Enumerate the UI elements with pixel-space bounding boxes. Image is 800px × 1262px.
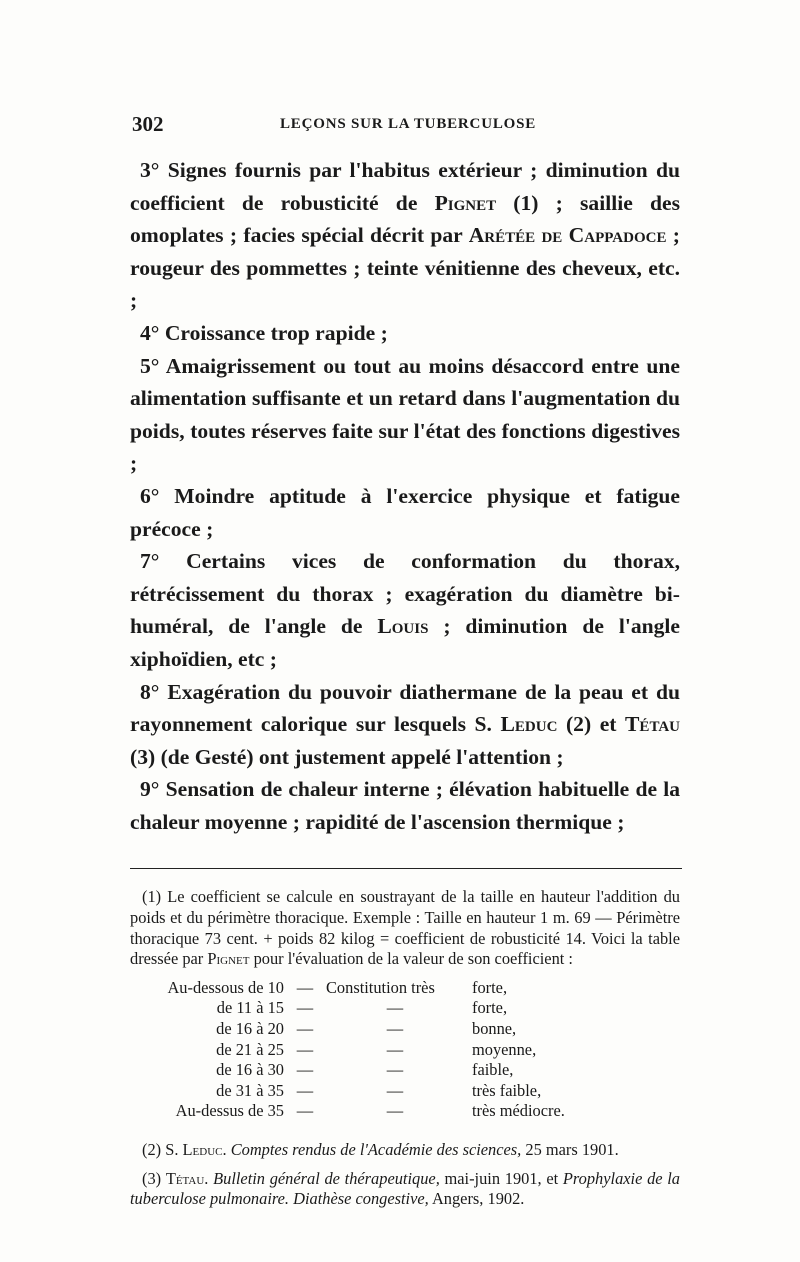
- table-cell-qual: forte,: [472, 998, 508, 1018]
- table-row: [142, 1081, 569, 1102]
- list-item-8: 8° Exagération du pouvoir diathermane de la peau et du rayonnement calorique sur lesquels S. Leduc (2) et Tétau (3) (de Gesté) ont justement appelé l'attention ;: [130, 679, 680, 769]
- author-name: Pignet: [207, 949, 250, 969]
- table-cell-qual: bonne,: [472, 1019, 517, 1039]
- table-cell-d2: —: [386, 1080, 404, 1100]
- author-name: Leduc: [500, 712, 558, 737]
- table-cell-qual: faible,: [472, 1060, 514, 1080]
- table-cell-range: de 21 à 25: [216, 1039, 284, 1059]
- table-cell-range: Au-dessus de 35: [175, 1101, 284, 1121]
- table-row: [142, 1060, 569, 1081]
- page-number: 302: [132, 112, 164, 136]
- footnote-divider: [130, 868, 682, 869]
- footnote-3: (3) Tétau. Bulletin général de thérapeutique, mai-juin 1901, et Prophylaxie de la tuberculose pulmonaire. Diathèse congestive, Angers, 1902.: [130, 1168, 681, 1209]
- footnote-1: (1) Le coefficient se calcule en soustrayant de la taille en hauteur l'addition du poids et du périmètre thoracique. Exemple : Taille en hauteur 1 m. 69 — Périmètre thoracique 73 cent. + poids 82 kilog = coefficient de robusticité 14. Voici la table dressée par Pignet pour l'évaluation de la valeur de son coefficient :: [130, 887, 680, 969]
- table-cell-d1: —: [296, 1060, 314, 1080]
- table-cell-range: Au-dessous de 10: [167, 977, 284, 997]
- table-row: [142, 1101, 569, 1122]
- list-item-4: 4° Croissance trop rapide ;: [140, 320, 388, 345]
- list-item-9: 9° Sensation de chaleur interne ; élévation habituelle de la chaleur moyenne ; rapidité de l'ascension thermique ;: [130, 777, 680, 834]
- table-cell-range: de 31 à 35: [216, 1080, 284, 1100]
- publication-title: Comptes rendus de l'Académie des sciences,: [230, 1140, 522, 1159]
- author-name: Louis: [377, 614, 429, 639]
- footnotes: [130, 887, 680, 1209]
- author-name: Pignet: [434, 190, 497, 215]
- table-row: [142, 978, 569, 999]
- table-cell-qual: forte,: [472, 977, 508, 997]
- table-cell-qual: très médiocre.: [472, 1101, 565, 1121]
- table-cell-d2: —: [386, 1039, 404, 1059]
- table-cell-range: de 11 à 15: [216, 998, 284, 1018]
- author-name: Arétée de Cappadoce: [468, 223, 667, 248]
- author-name: Tétau: [625, 712, 680, 737]
- author-name: Leduc: [182, 1140, 223, 1159]
- table-cell-d2: —: [386, 1019, 404, 1039]
- coefficient-table: [142, 978, 569, 1122]
- main-text: [130, 154, 680, 838]
- author-name: Tétau: [165, 1168, 205, 1188]
- table-cell-d1: —: [296, 998, 314, 1018]
- table-cell-d1: —: [296, 1101, 314, 1121]
- table-cell-d2: —: [386, 998, 404, 1018]
- table-cell-range: de 16 à 30: [216, 1060, 284, 1080]
- table-row: [142, 1040, 569, 1061]
- table-row: [142, 998, 569, 1019]
- table-cell-d2: Constitution très: [326, 977, 435, 997]
- list-item-3: 3° Signes fournis par l'habitus extérieur ; diminution du coefficient de robusticité de Pignet (1) ; saillie des omoplates ; facies spécial décrit par Arétée de Cappadoce ; rougeur des pommettes ; teinte vénitienne des cheveux, etc. ;: [130, 158, 680, 313]
- table-cell-d1: —: [296, 1080, 314, 1100]
- table-cell-d2: —: [386, 1101, 404, 1121]
- list-item-7: 7° Certains vices de conformation du thorax, rétrécissement du thorax ; exagération du diamètre bi-huméral, de l'angle de Louis ; diminution de l'angle xiphoïdien, etc ;: [130, 549, 681, 671]
- book-page: [130, 112, 680, 1210]
- table-cell-qual: moyenne,: [472, 1039, 537, 1059]
- table-cell-range: de 16 à 20: [216, 1019, 284, 1039]
- table-cell-qual: très faible,: [472, 1080, 542, 1100]
- list-item-5: 5° Amaigrissement ou tout au moins désaccord entre une alimentation suffisante et un retard dans l'augmentation du poids, toutes réserves faite sur l'état des fonctions digestives ;: [130, 353, 680, 476]
- table-row: [142, 1019, 569, 1040]
- footnote-2: (2) S. Leduc. Comptes rendus de l'Académie des sciences, 25 mars 1901.: [142, 1140, 619, 1159]
- running-title: LEÇONS SUR LA TUBERCULOSE: [280, 116, 537, 132]
- table-cell-d2: —: [386, 1060, 404, 1080]
- publication-title: Bulletin général de thérapeutique,: [213, 1168, 440, 1188]
- table-cell-d1: —: [296, 1019, 314, 1039]
- publication-title: Prophylaxie de la tuberculose pulmonaire. Diathèse congestive,: [130, 1168, 681, 1209]
- list-item-6: 6° Moindre aptitude à l'exercice physique et fatigue précoce ;: [130, 483, 680, 541]
- page-header: [130, 112, 680, 142]
- table-cell-d1: —: [296, 977, 314, 997]
- table-cell-d1: —: [296, 1039, 314, 1059]
